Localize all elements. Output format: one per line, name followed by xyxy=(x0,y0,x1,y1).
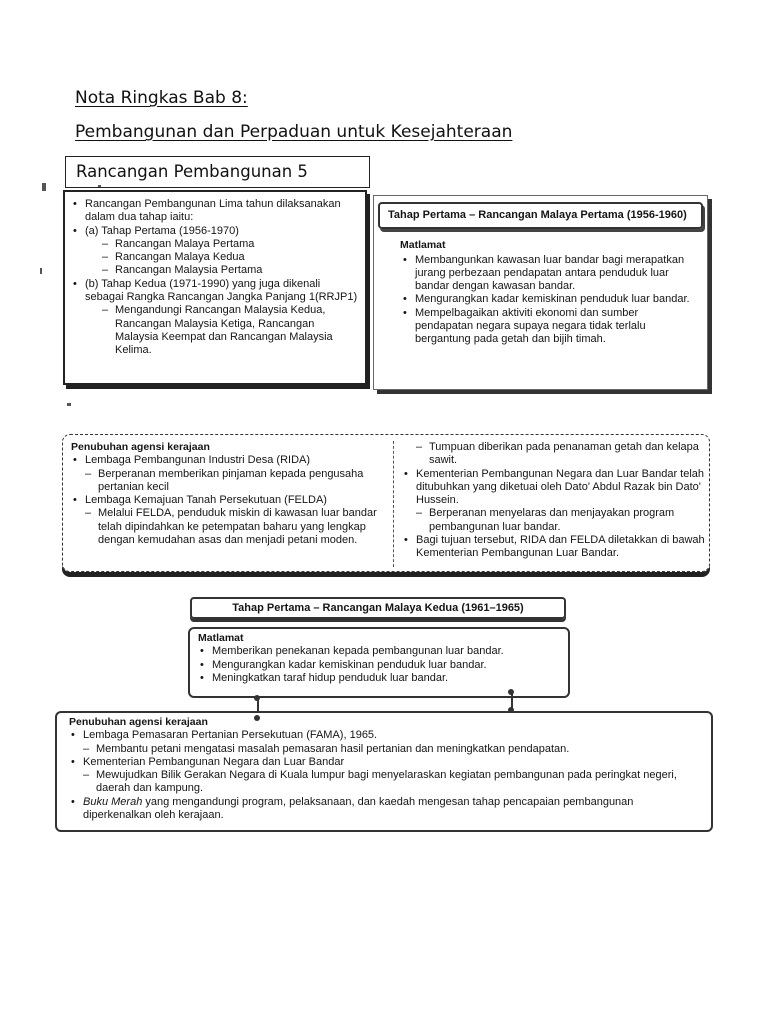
matlamat-point: • Memberikan penekanan kepada pembangunan luar bandar. xyxy=(198,645,558,658)
agency-subitem: – Berperanan memberikan pinjaman kepada pengusaha pertanian kecil xyxy=(84,468,385,495)
agency-label: Penubuhan agensi kerajaan xyxy=(71,441,210,453)
scan-speck xyxy=(67,403,71,406)
page-heading-2: Pembangunan dan Perpaduan untuk Kesejahteraan xyxy=(75,122,513,142)
agency-box-1 xyxy=(62,434,710,572)
agency-item: • Bagi tujuan tersebut, RIDA dan FELDA diletakkan di bawah Kementerian Pembangunan Luar Bandar. xyxy=(402,534,712,561)
stages-box xyxy=(63,190,367,385)
agency-item: • Lembaga Pemasaran Pertanian Persekutuan (FAMA), 1965. xyxy=(69,729,701,742)
agency-item: • Kementerian Pembangunan Negara dan Luar Bandar xyxy=(69,756,701,769)
stage1-plan1-title: Tahap Pertama – Rancangan Malaya Pertama (1956-1960) xyxy=(378,202,703,229)
matlamat-point: • Mengurangkan kadar kemiskinan penduduk luar bandar. xyxy=(198,659,558,672)
stage1-plan2-title: Tahap Pertama – Rancangan Malaya Kedua (1961–1965) xyxy=(190,597,566,619)
buku-merah-text: Buku Merah xyxy=(83,795,143,808)
agency-subitem: – Mewujudkan Bilik Gerakan Negara di Kuala lumpur bagi menyelaraskan kegiatan pembangunan pada peringkat negeri, daerah dan kampung. xyxy=(82,769,701,796)
stage1-plan1-box xyxy=(373,195,708,390)
matlamat-point: • Mengurangkan kadar kemiskinan penduduk luar bandar. xyxy=(401,293,699,306)
agency-item: • Lembaga Kemajuan Tanah Persekutuan (FELDA) xyxy=(71,494,385,507)
stage-a-item: – Rancangan Malaya Pertama xyxy=(101,238,359,251)
agency-item-last xyxy=(69,796,701,823)
buku-merah-desc: yang mengandungi program, pelaksanaan, dan kaedah mengesan tahap pencapaian pembangunan diperkenalkan oleh kerajaan. xyxy=(83,795,634,822)
agency-subitem: – Berperanan menyelaras dan menjayakan program pembangunan luar bandar. xyxy=(415,507,712,534)
matlamat-point: • Meningkatkan taraf hidup penduduk luar bandar. xyxy=(198,672,558,685)
agency-subitem: – Membantu petani mengatasi masalah pemasaran hasil pertanian dan meningkatkan pendapatan. xyxy=(82,743,701,756)
section-title: Rancangan Pembangunan 5 xyxy=(65,156,370,188)
matlamat-label: Matlamat xyxy=(400,239,446,252)
stage-a-label: • (a) Tahap Pertama (1956-1970) xyxy=(71,225,359,238)
agency-subitem: – Tumpuan diberikan pada penanaman getah dan kelapa sawit. xyxy=(415,441,712,468)
agency-subitem: – Melalui FELDA, penduduk miskin di kawasan luar bandar telah dipindahkan ke petempatan baharu yang lengkap dengan kemudahan asas dan menjadi petani moden. xyxy=(84,507,385,547)
stage-b-item: – Mengandungi Rancangan Malaysia Kedua, Rancangan Malaysia Ketiga, Rancangan Malaysia Keempat dan Rancangan Malaysia Kelima. xyxy=(101,304,359,357)
scan-speck xyxy=(42,183,46,191)
matlamat-point: • Mempelbagaikan aktiviti ekonomi dan sumber pendapatan negara supaya negara tidak terlalu bergantung pada getah dan bijih timah. xyxy=(401,307,699,347)
agency-box-2 xyxy=(55,711,713,832)
matlamat-point: • Membangunkan kawasan luar bandar bagi merapatkan jurang perbezaan pendapatan antara penduduk luar bandar dengan kawasan bandar. xyxy=(401,254,699,294)
agency-label: Penubuhan agensi kerajaan xyxy=(69,716,208,728)
scan-speck xyxy=(40,268,42,274)
connector-dot xyxy=(508,689,514,695)
agency-item: • Kementerian Pembangunan Negara dan Luar Bandar telah ditubuhkan yang diketuai oleh Dato' Abdul Razak bin Dato' Hussein. xyxy=(402,468,712,508)
scan-speck xyxy=(98,185,101,187)
agency-box-1-left xyxy=(71,441,385,547)
page-heading-1: Nota Ringkas Bab 8: xyxy=(75,88,248,108)
connector-dot xyxy=(254,695,260,701)
matlamat-box-2 xyxy=(188,627,570,698)
agency-item: • Lembaga Pembangunan Industri Desa (RIDA) xyxy=(71,454,385,467)
agency-box-1-right xyxy=(393,441,712,567)
stage-b-label: • (b) Tahap Kedua (1971-1990) yang juga dikenali sebagai Rangka Rancangan Jangka Panjang 1(RRJP1) xyxy=(71,278,359,305)
matlamat-label: Matlamat xyxy=(198,632,244,644)
stage-a-item: – Rancangan Malaya Kedua xyxy=(101,251,359,264)
stages-intro: • Rancangan Pembangunan Lima tahun dilaksanakan dalam dua tahap iaitu: xyxy=(71,198,359,225)
stage-a-item: – Rancangan Malaysia Pertama xyxy=(101,264,359,277)
